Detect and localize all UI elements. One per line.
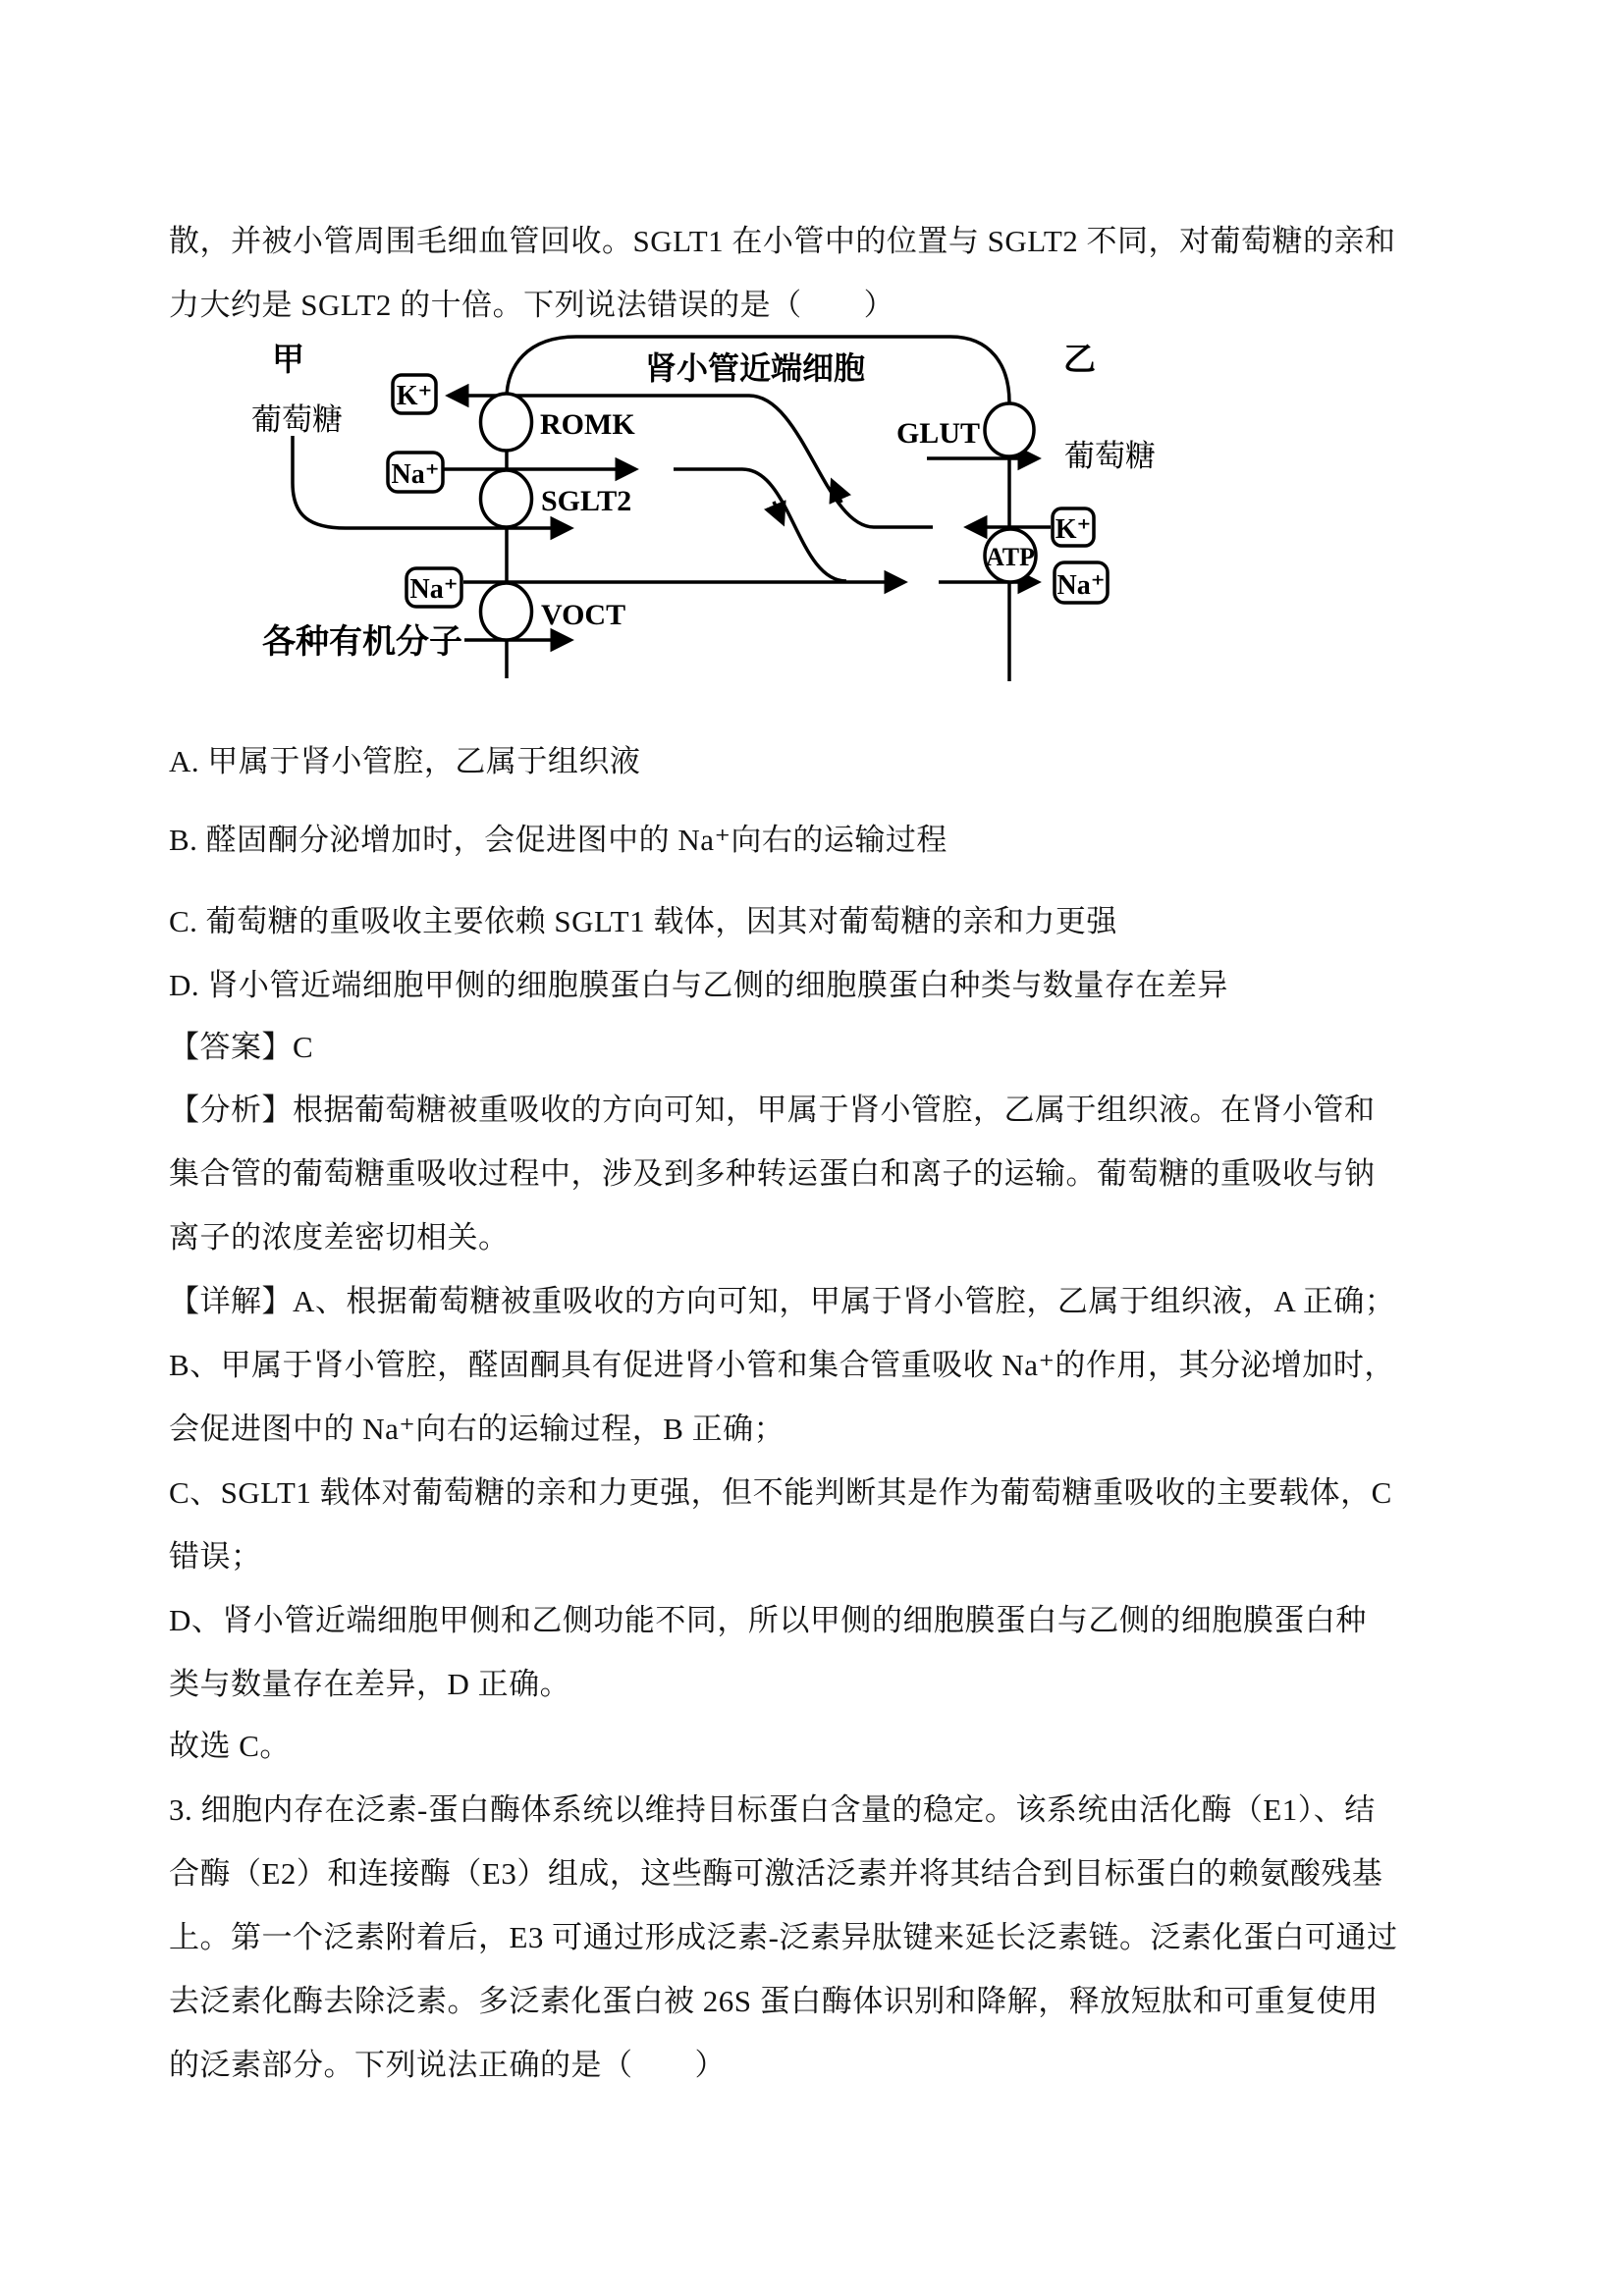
glut-transporter-ellipse (985, 403, 1034, 456)
na-intracellular-path (674, 469, 846, 581)
romk-transporter-ellipse (481, 394, 532, 451)
option-a: A. 甲属于肾小管腔，乙属于组织液 (169, 744, 641, 778)
option-c: C. 葡萄糖的重吸收主要依赖 SGLT1 载体，因其对葡萄糖的亲和力更强 (169, 904, 1117, 938)
na-ion-label-left-lower: Na⁺ (409, 574, 459, 605)
detail-line: B、甲属于肾小管腔，醛固酮具有促进肾小管和集合管重吸收 Na⁺的作用，其分泌增加时， (169, 1348, 1395, 1382)
analysis-line: 离子的浓度差密切相关。 (169, 1220, 510, 1255)
glucose-label-right: 葡萄糖 (1064, 439, 1156, 473)
cell-name-label: 肾小管近端细胞 (645, 350, 866, 386)
na-ion-label-right: Na⁺ (1056, 570, 1106, 601)
organic-molecules-label: 各种有机分子 (262, 624, 462, 661)
q3-line: 上。第一个泛素附着后，E3 可通过形成泛素-泛素异肽键来延长泛素链。泛素化蛋白可通过 (169, 1920, 1398, 1954)
glucose-label-left: 葡萄糖 (251, 402, 343, 437)
sglt2-transporter-ellipse (481, 470, 532, 527)
side-label-yi: 乙 (1063, 343, 1096, 378)
side-label-jia: 甲 (272, 343, 304, 378)
voct-transporter-ellipse (481, 583, 532, 640)
q3-line: 去泛素化酶去除泛素。多泛素化蛋白被 26S 蛋白酶体识别和降解，释放短肽和可重复使用 (169, 1984, 1379, 2018)
detail-line: 【详解】A、根据葡萄糖被重吸收的方向可知，甲属于肾小管腔，乙属于组织液，A 正确； (169, 1284, 1396, 1318)
conclusion-line: 故选 C。 (169, 1729, 291, 1763)
answer-line: 【答案】C (169, 1030, 314, 1064)
option-d: D. 肾小管近端细胞甲侧的细胞膜蛋白与乙侧的细胞膜蛋白种类与数量存在差异 (169, 968, 1228, 1002)
detail-line: 错误； (169, 1539, 262, 1574)
detail-line: 类与数量存在差异，D 正确。 (169, 1667, 571, 1701)
option-b: B. 醛固酮分泌增加时，会促进图中的 Na⁺向右的运输过程 (169, 823, 947, 857)
question-intro-line: 散，并被小管周围毛细血管回收。SGLT1 在小管中的位置与 SGLT2 不同，对葡萄糖的亲和 (169, 224, 1396, 258)
detail-line: C、SGLT1 载体对葡萄糖的亲和力更强，但不能判断其是作为葡萄糖重吸收的主要载体，C (169, 1475, 1392, 1510)
q3-line: 3. 细胞内存在泛素-蛋白酶体系统以维持目标蛋白含量的稳定。该系统由活化酶（E1）、结 (169, 1792, 1376, 1827)
atp-label: ATP (985, 543, 1036, 571)
question-intro-line: 力大约是 SGLT2 的十倍。下列说法错误的是（ ） (169, 288, 895, 322)
detail-line: 会促进图中的 Na⁺向右的运输过程，B 正确； (169, 1412, 785, 1446)
k-ion-label-left: K⁺ (396, 381, 433, 411)
voct-label: VOCT (541, 599, 626, 631)
q3-line: 合酶（E2）和连接酶（E3）组成，这些酶可激活泛素并将其结合到目标蛋白的赖氨酸残基 (169, 1856, 1383, 1891)
na-intracellular-mid-arrow (774, 502, 783, 522)
glut-label: GLUT (895, 417, 980, 450)
kidney-tubule-cell-diagram (157, 324, 1227, 697)
detail-line: D、肾小管近端细胞甲侧和乙侧功能不同，所以甲侧的细胞膜蛋白与乙侧的细胞膜蛋白种 (169, 1603, 1367, 1637)
analysis-line: 集合管的葡萄糖重吸收过程中，涉及到多种转运蛋白和离子的运输。葡萄糖的重吸收与钠 (169, 1156, 1376, 1191)
analysis-line: 【分析】根据葡萄糖被重吸收的方向可知，甲属于肾小管腔，乙属于组织液。在肾小管和 (169, 1093, 1376, 1127)
na-ion-label-left-upper: Na⁺ (391, 459, 440, 490)
k-ion-label-right: K⁺ (1055, 514, 1092, 545)
sglt2-label: SGLT2 (541, 485, 632, 517)
romk-label: ROMK (540, 408, 635, 441)
q3-line: 的泛素部分。下列说法正确的是（ ） (169, 2048, 726, 2082)
